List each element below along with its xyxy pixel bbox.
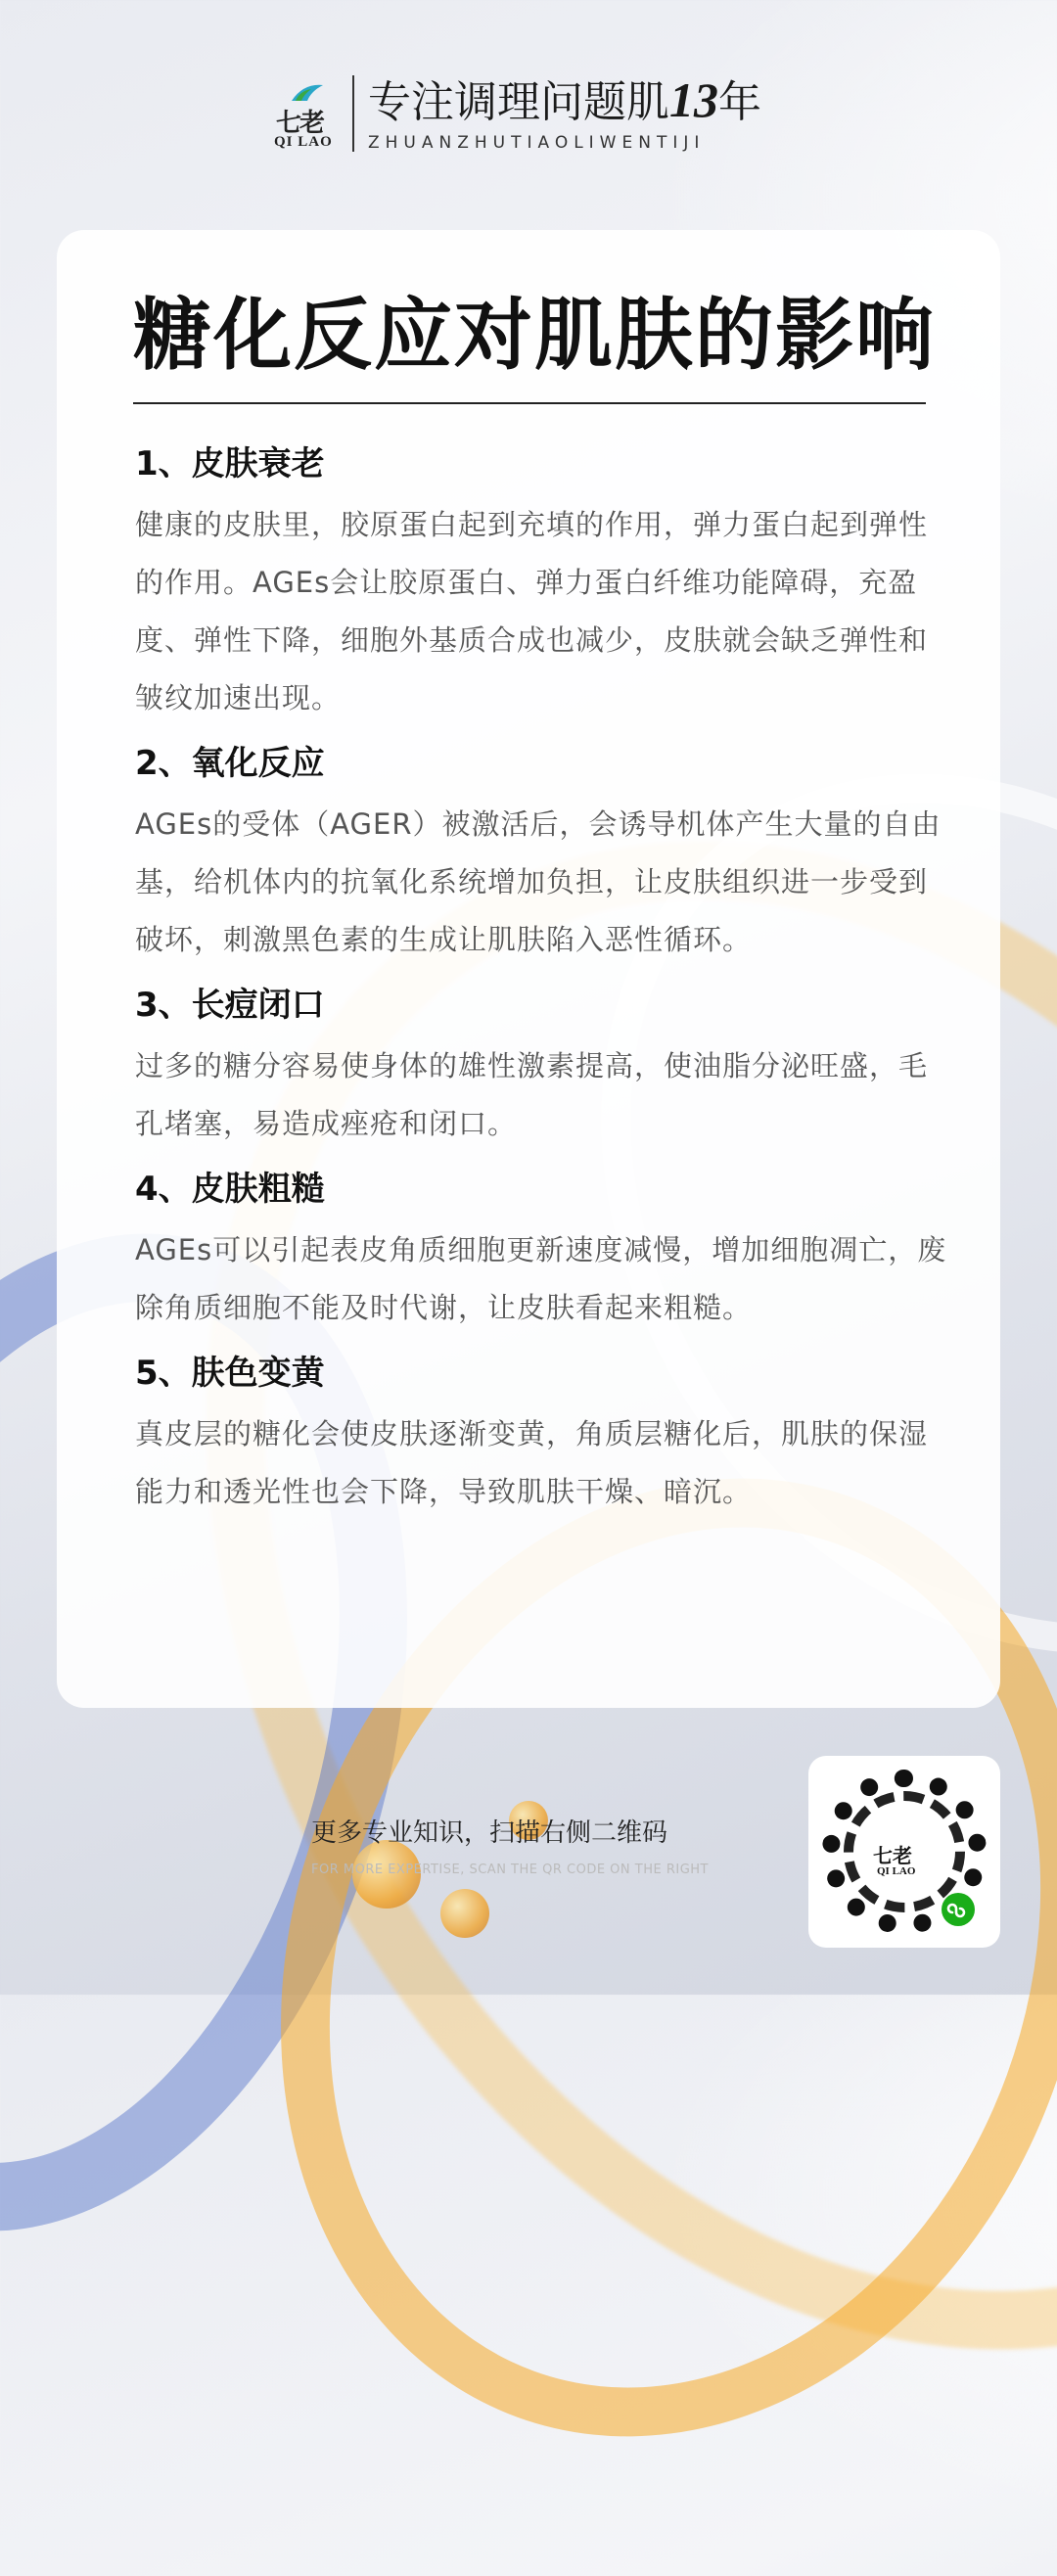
brand-pinyin: ZHUANZHUTIAOLIWENTIJI [368, 132, 706, 153]
serum-bead [440, 1889, 489, 1938]
qr-code[interactable] [808, 1756, 1000, 1948]
slogan-suffix: 年 [718, 76, 761, 127]
section-body: AGEs可以引起表皮角质细胞更新速度减慢，增加细胞凋亡，废除角质细胞不能及时代谢，让皮肤看起来粗糙。 [135, 1233, 947, 1324]
brand-header [272, 65, 761, 162]
qr-logo-english: QI LAO [877, 1865, 916, 1877]
section-heading: 1、皮肤衰老 [135, 444, 325, 483]
footer-cta-chinese: 更多专业知识，扫描右侧二维码 [311, 1818, 668, 1848]
section-heading: 5、肤色变黄 [135, 1354, 325, 1393]
article-content [135, 439, 947, 1533]
article-card [57, 230, 1000, 1708]
footer-cta-english: FOR MORE EXPERTISE, SCAN THE QR CODE ON THE RIGHT [311, 1863, 709, 1877]
section-body: AGEs的受体（AGER）被激活后，会诱导机体产生大量的自由基，给机体内的抗氧化系统增加负担，让皮肤组织进一步受到破坏，刺激黑色素的生成让肌肤陷入恶性循环。 [135, 807, 942, 956]
brand-logo [272, 73, 346, 154]
title-divider [133, 402, 926, 404]
leaf-icon [290, 81, 325, 103]
slogan-years: 13 [669, 71, 718, 127]
section-body: 真皮层的糖化会使皮肤逐渐变黄，角质层糖化后，肌肤的保湿能力和透光性也会下降，导致肌肤干燥、暗沉。 [135, 1417, 929, 1508]
logo-english-text: QI LAO [274, 134, 333, 150]
section-body: 过多的糖分容易使身体的雄性激素提高，使油脂分泌旺盛，毛孔堵塞，易造成痤疮和闭口。 [135, 1049, 929, 1140]
logo-chinese-text: 七老 [276, 109, 324, 138]
brand-divider [352, 75, 354, 152]
qr-logo-chinese: 七老 [873, 1844, 912, 1867]
brand-text [368, 71, 761, 153]
section-heading: 4、皮肤粗糙 [135, 1170, 325, 1209]
wechat-mini-program-icon [942, 1893, 975, 1926]
section-heading: 2、氧化反应 [135, 744, 325, 783]
brand-slogan [368, 71, 761, 127]
section-heading: 3、长痘闭口 [135, 986, 325, 1025]
section-body: 健康的皮肤里，胶原蛋白起到充填的作用，弹力蛋白起到弹性的作用。AGEs会让胶原蛋白、弹力蛋白纤维功能障碍，充盈度、弹性下降，细胞外基质合成也减少，皮肤就会缺乏弹性和皱纹加速出现。 [135, 508, 929, 714]
article-title: 糖化反应对肌肤的影响 [133, 290, 936, 381]
slogan-prefix: 专注调理问题肌 [368, 76, 669, 127]
